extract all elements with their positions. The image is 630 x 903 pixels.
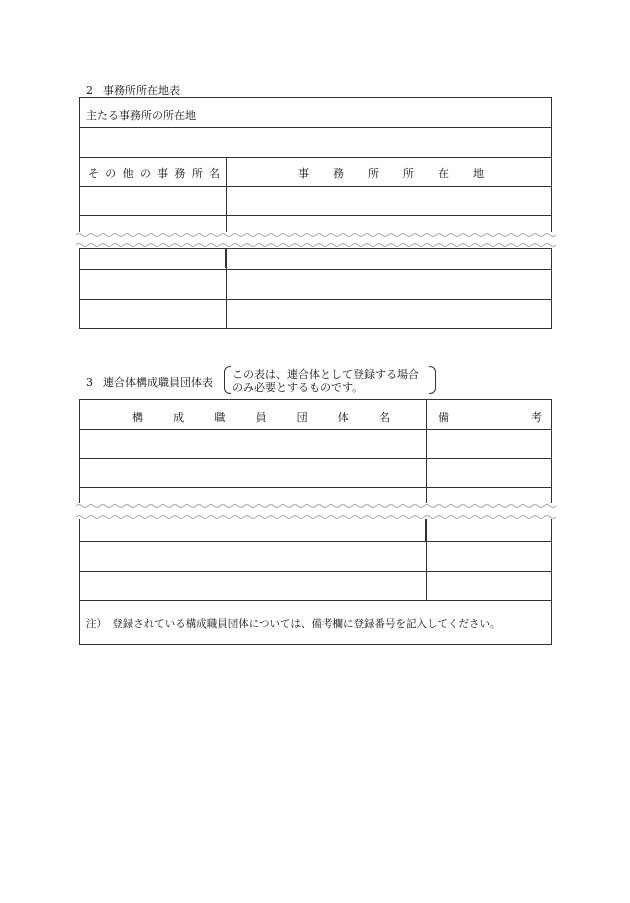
row-divider — [80, 600, 551, 601]
header-char: 備 — [438, 411, 449, 424]
header-char: 地 — [473, 167, 484, 180]
header-char: 在 — [438, 167, 449, 180]
header-char: 他 — [122, 167, 134, 180]
wave-path — [76, 244, 556, 247]
wave-path — [76, 505, 556, 508]
header-char: 員 — [255, 411, 267, 424]
wave-path — [76, 234, 556, 237]
section2-number: 2 — [86, 84, 93, 97]
wavy-break-line — [76, 230, 556, 240]
wave-path — [76, 516, 556, 519]
other-office-name-header — [88, 165, 220, 181]
remarks-header — [438, 409, 542, 425]
row-divider — [80, 127, 551, 128]
row-divider — [80, 215, 551, 216]
section3-title — [86, 374, 213, 390]
office-location-table — [79, 97, 552, 329]
row-divider — [80, 429, 551, 430]
section2-title — [86, 82, 180, 98]
header-char: 事 — [298, 167, 309, 180]
header-char: の — [105, 167, 117, 180]
union-name-header — [132, 409, 390, 425]
row-divider — [80, 186, 551, 187]
row-divider — [80, 541, 551, 542]
row-divider — [80, 458, 551, 459]
column-divider — [226, 157, 227, 233]
note-line-1: この表は、連合体として登録する場合 — [232, 368, 419, 381]
header-char: 名 — [208, 167, 220, 180]
header-char: 事 — [157, 167, 169, 180]
note-line-2: のみ必要とするものです。 — [232, 381, 364, 394]
header-char: 体 — [337, 411, 349, 424]
wavy-break-line — [76, 501, 556, 511]
header-char: 務 — [174, 167, 186, 180]
header-char: 考 — [531, 411, 542, 424]
header-char: の — [139, 167, 151, 180]
header-char: そ — [88, 167, 99, 180]
section3-note — [224, 366, 436, 394]
header-char: 所 — [368, 167, 379, 180]
office-location-header — [298, 165, 484, 181]
column-divider — [425, 519, 426, 541]
note-bracket-right — [429, 366, 436, 394]
header-char: 所 — [403, 167, 414, 180]
column-divider — [225, 248, 226, 268]
header-char: 所 — [191, 167, 203, 180]
note-bracket-left — [224, 366, 231, 394]
section2-title-text: 事務所所在地表 — [103, 84, 180, 97]
column-divider — [426, 400, 427, 504]
section3-title-text: 連合体構成職員団体表 — [103, 376, 213, 389]
table-border-right — [551, 248, 552, 268]
column-divider — [426, 518, 427, 601]
main-office-label: 主たる事務所の所在地 — [86, 109, 196, 122]
header-char: 団 — [296, 411, 308, 424]
column-divider — [226, 249, 227, 329]
footnote: 注） 登録されている構成職員団体については、備考欄に登録番号を記入してください。 — [86, 618, 501, 630]
header-char: 構 — [132, 411, 143, 424]
row-divider — [80, 269, 551, 270]
row-divider — [80, 571, 551, 572]
row-divider — [80, 487, 551, 488]
table-border-top — [79, 248, 552, 249]
table-border-left — [79, 519, 80, 541]
header-char: 職 — [214, 411, 226, 424]
table-border-left — [79, 248, 80, 268]
constituent-unions-table — [79, 399, 552, 645]
header-char: 名 — [378, 411, 390, 424]
header-char: 成 — [173, 411, 185, 424]
header-char: 務 — [333, 167, 344, 180]
section3-number: 3 — [86, 376, 93, 389]
table-border-right — [551, 519, 552, 541]
wavy-break-line — [76, 512, 556, 522]
row-divider — [80, 299, 551, 300]
row-divider — [80, 157, 551, 158]
